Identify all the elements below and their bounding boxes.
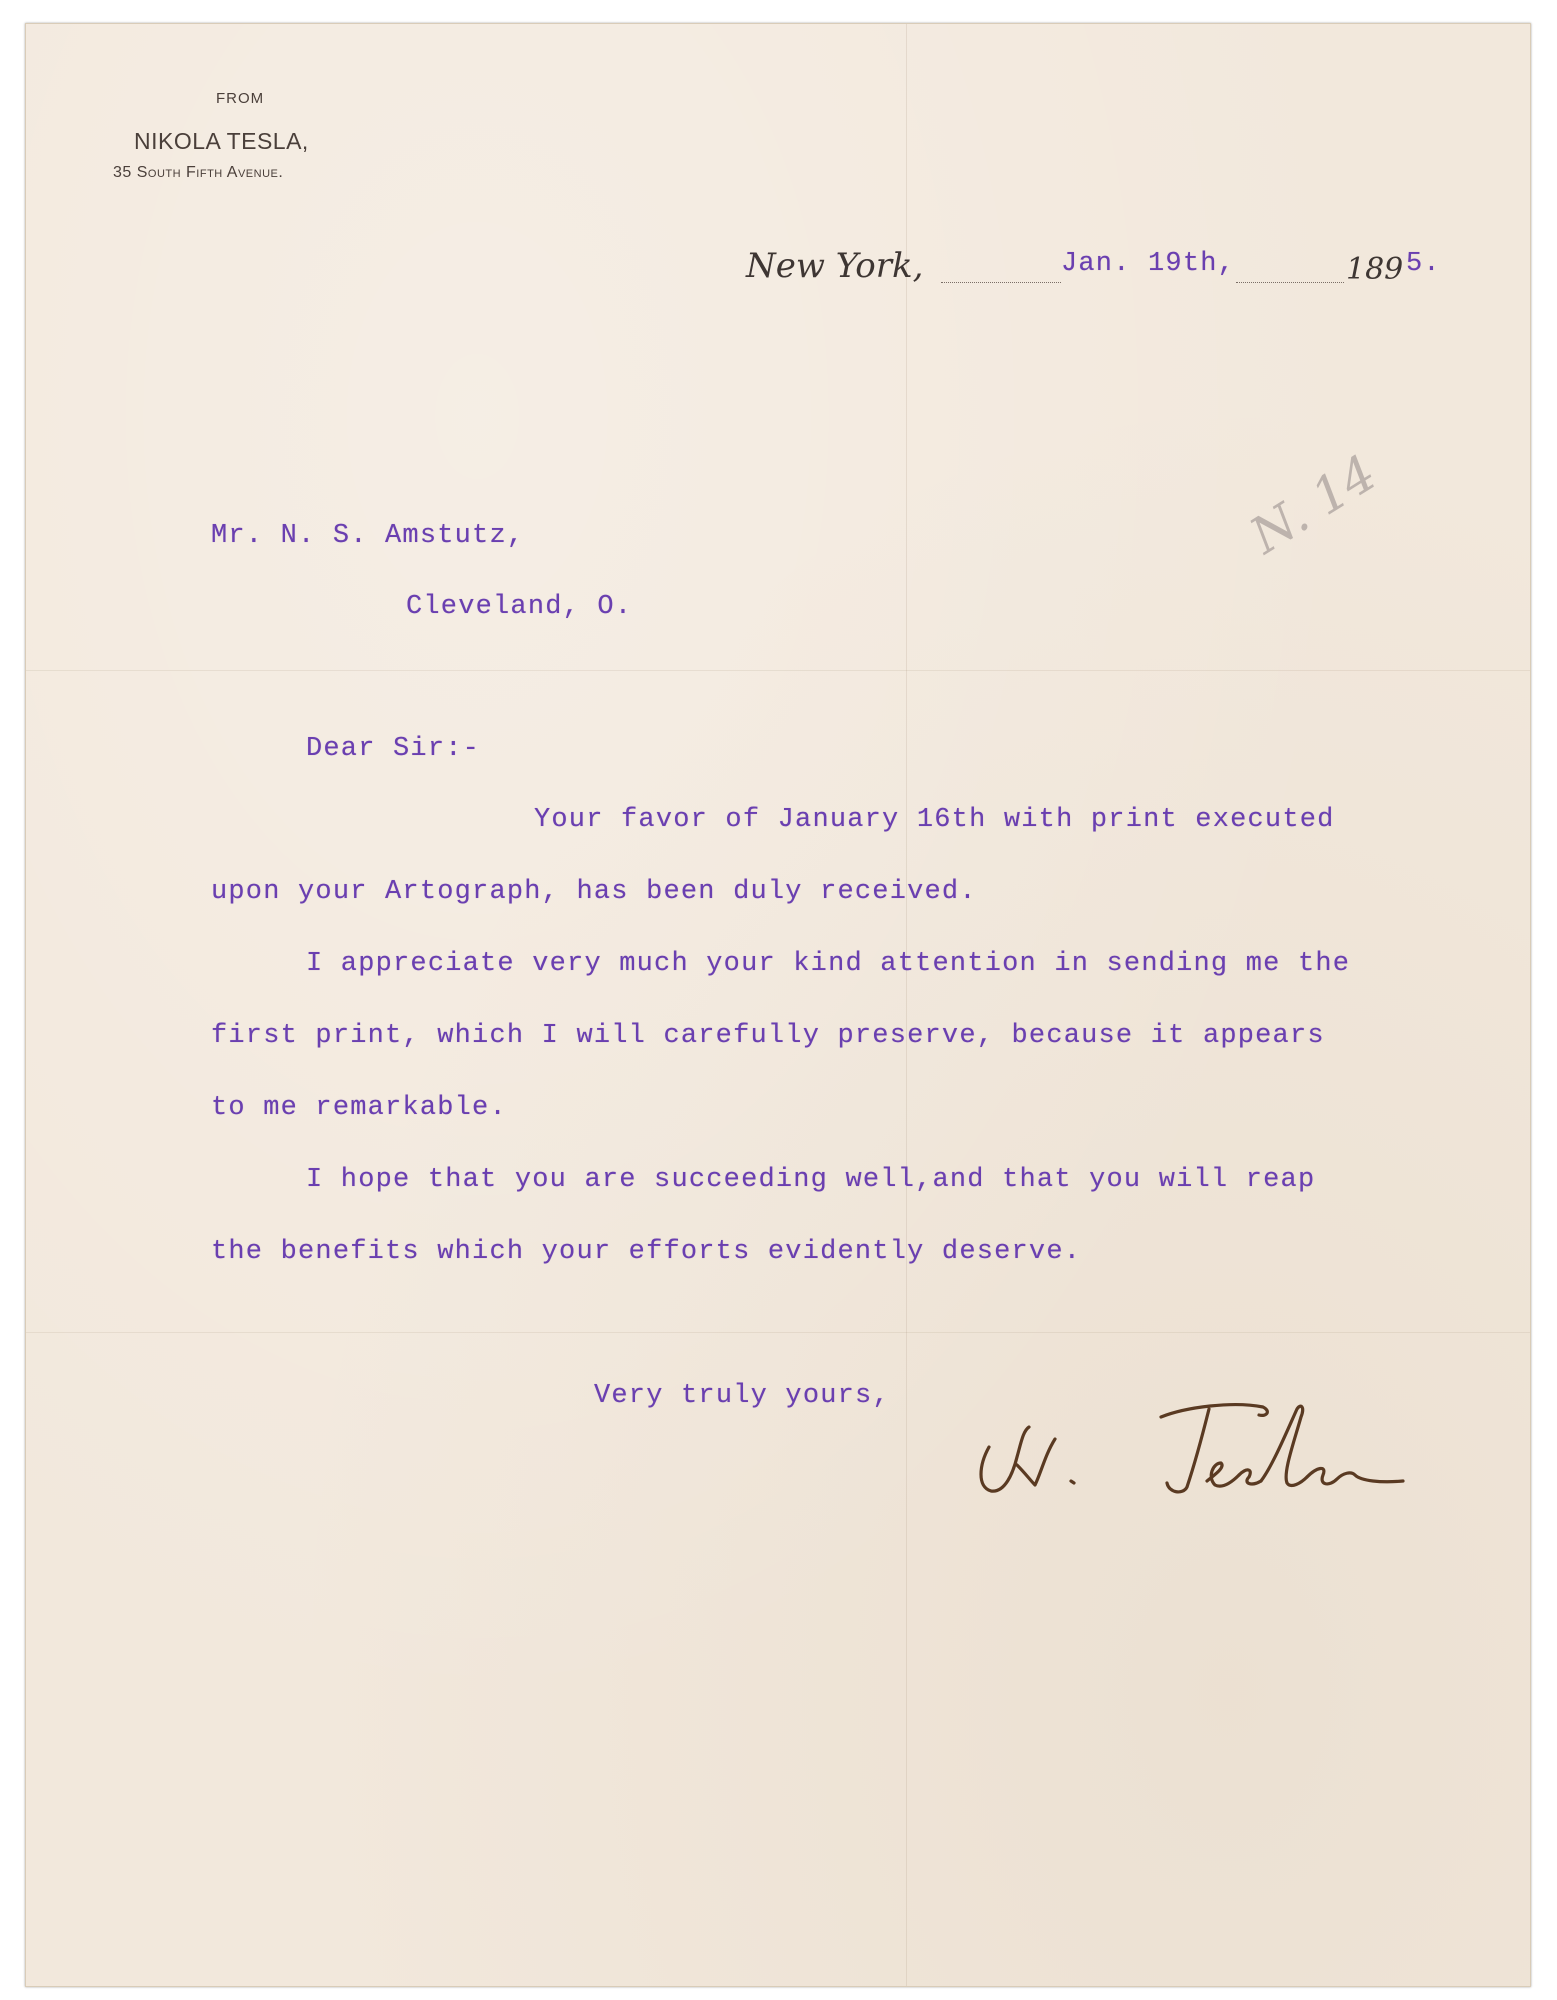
body-line: I hope that you are succeeding well,and that you will reap [306,1165,1316,1195]
letterhead-name: NIKOLA TESLA, [134,128,309,154]
body-line: upon your Artograph, has been duly received. [211,877,977,907]
recipient-city: Cleveland, O. [406,592,633,622]
letterhead-from: FROM [216,90,265,107]
letter-sheet [25,23,1531,1987]
body-line: the benefits which your efforts evidently deserve. [211,1237,1082,1267]
body-line: first print, which I will carefully preserve, because it appears [211,1021,1325,1051]
dateline-date: Jan. 19th, [1061,249,1236,279]
letterhead-address: 35 South Fifth Avenue. [113,164,284,181]
paper-fold-vertical [906,24,907,1986]
dateline-rule [1236,282,1344,283]
dateline-place: New York, [746,246,924,286]
salutation: Dear Sir:- [306,734,481,764]
paper-fold-horizontal [26,1332,1530,1333]
closing: Very truly yours, [594,1381,890,1411]
dateline-year-prefix: 189 [1346,252,1404,287]
pencil-note: N. 14 [1240,443,1387,565]
body-line: I appreciate very much your kind attention in sending me the [306,949,1351,979]
dateline-year-suffix: 5. [1406,249,1441,279]
paper-fold-horizontal [26,670,1530,671]
dateline-rule [941,282,1061,283]
body-line: to me remarkable. [211,1093,507,1123]
signature-image [971,1369,1431,1509]
recipient-name: Mr. N. S. Amstutz, [211,521,525,551]
body-line: Your favor of January 16th with print executed [534,805,1335,835]
